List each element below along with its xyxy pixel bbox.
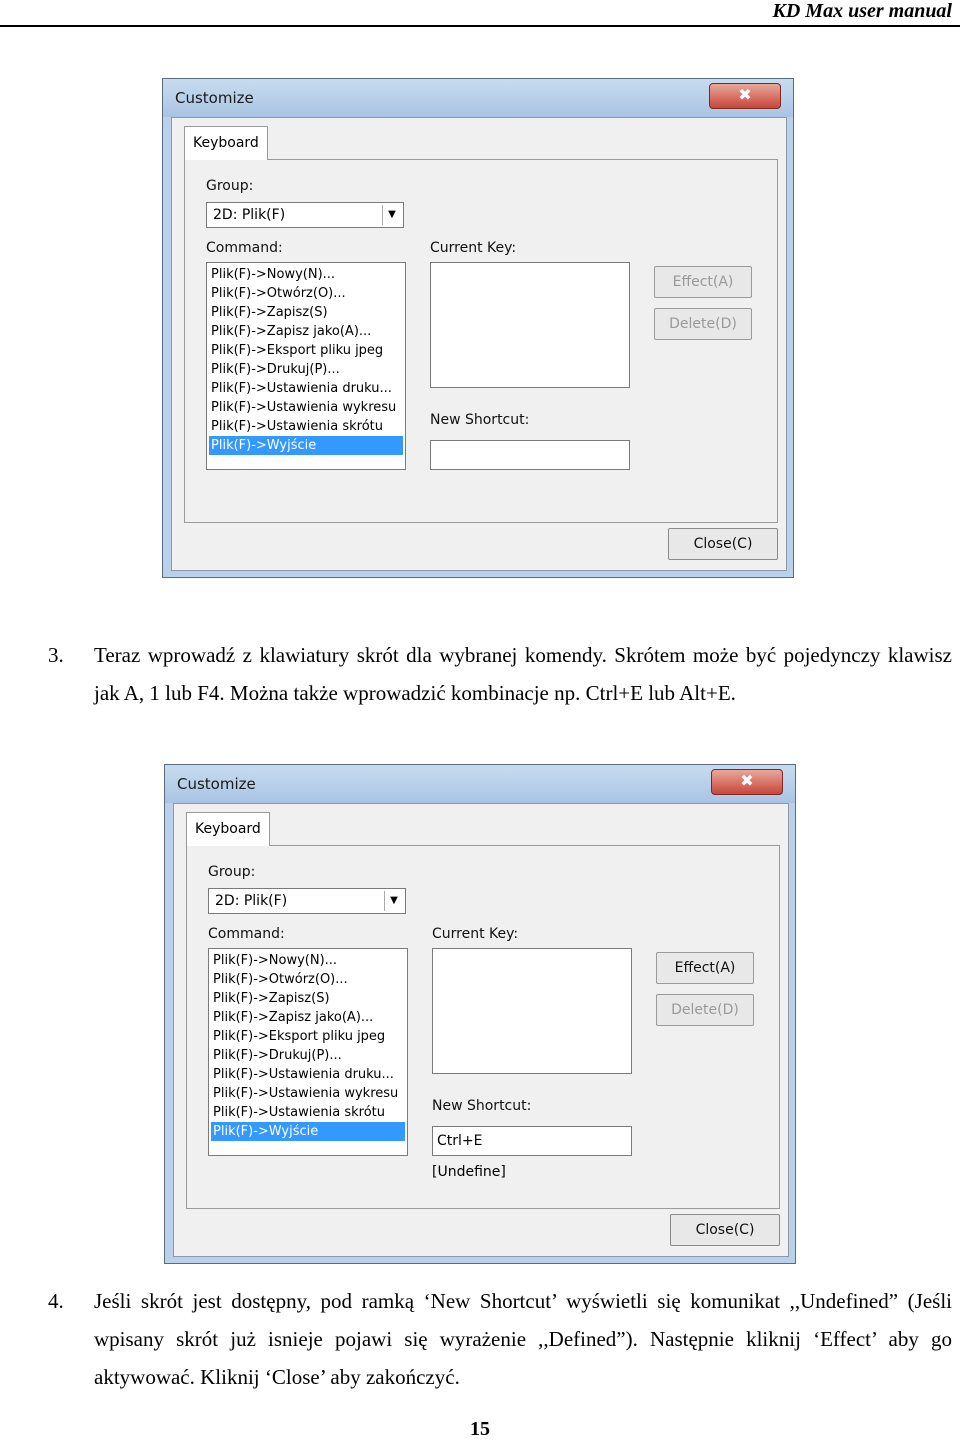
close-button[interactable]: Close(C)	[668, 528, 778, 560]
group-select[interactable]	[208, 888, 406, 914]
effect-button[interactable]: Effect(A)	[656, 952, 754, 984]
chevron-down-icon[interactable]: ▼	[382, 205, 401, 225]
delete-button[interactable]: Delete(D)	[656, 994, 754, 1026]
list-item[interactable]: Plik(F)->Drukuj(P)...	[213, 1048, 342, 1063]
step-number: 3.	[48, 643, 64, 667]
tab-keyboard[interactable]: Keyboard	[186, 812, 270, 846]
dialog-title: Customize	[175, 89, 254, 107]
shortcut-status: [Undefine]	[432, 1164, 506, 1180]
list-item[interactable]: Plik(F)->Wyjście	[209, 436, 403, 455]
chevron-down-icon[interactable]: ▼	[384, 891, 403, 911]
step-text: Jeśli skrót jest dostępny, pod ramką ‘New Shortcut’ wyświetli się komunikat ,,Undefined” (Jeśli wpisany skrót już isnieje pojawi się wyrażenie ,,Defined”). Następnie kliknij ‘Effect’ aby go aktywować. Kliknij ‘Close’ aby zakończyć.	[94, 1289, 952, 1389]
new-shortcut-input[interactable]	[430, 440, 630, 470]
document-header: KD Max user manual	[772, 0, 952, 22]
command-list[interactable]	[208, 948, 408, 1156]
dialog-title: Customize	[177, 775, 256, 793]
dialog-client	[171, 117, 787, 571]
list-item[interactable]: Plik(F)->Drukuj(P)...	[211, 362, 340, 377]
list-item[interactable]: Plik(F)->Ustawienia druku...	[213, 1067, 394, 1082]
title-bar	[165, 765, 795, 803]
group-select[interactable]	[206, 202, 404, 228]
group-select-value: 2D: Plik(F)	[215, 893, 288, 909]
command-label: Command:	[208, 926, 285, 942]
current-key-list[interactable]	[430, 262, 630, 388]
tab-keyboard[interactable]: Keyboard	[184, 126, 268, 160]
customize-dialog-1	[162, 78, 794, 578]
group-label: Group:	[206, 178, 254, 194]
current-key-list[interactable]	[432, 948, 632, 1074]
command-label: Command:	[206, 240, 283, 256]
new-shortcut-label: New Shortcut:	[430, 412, 530, 428]
list-item[interactable]: Plik(F)->Otwórz(O)...	[213, 972, 348, 987]
list-item[interactable]: Plik(F)->Ustawienia wykresu	[213, 1086, 399, 1101]
customize-dialog-2	[164, 764, 796, 1264]
current-key-label: Current Key:	[430, 240, 517, 256]
list-item[interactable]: Plik(F)->Nowy(N)...	[211, 267, 336, 282]
group-label: Group:	[208, 864, 256, 880]
title-bar	[163, 79, 793, 117]
list-item[interactable]: Plik(F)->Zapisz jako(A)...	[211, 324, 372, 339]
step-text: Teraz wprowadź z klawiatury skrót dla wybranej komendy. Skrótem może być pojedynczy klawisz jak A, 1 lub F4. Można także wprowadzić kombinacje np. Ctrl+E lub Alt+E.	[94, 643, 952, 705]
close-icon[interactable]: ✖	[711, 769, 783, 795]
list-item[interactable]: Plik(F)->Ustawienia druku...	[211, 381, 392, 396]
list-item[interactable]: Plik(F)->Eksport pliku jpeg	[213, 1029, 386, 1044]
close-button[interactable]: Close(C)	[670, 1214, 780, 1246]
current-key-label: Current Key:	[432, 926, 519, 942]
new-shortcut-input[interactable]: Ctrl+E	[432, 1126, 632, 1156]
list-item[interactable]: Plik(F)->Zapisz(S)	[213, 991, 330, 1006]
header-rule	[0, 25, 960, 27]
dialog-client	[173, 803, 789, 1257]
new-shortcut-label: New Shortcut:	[432, 1098, 532, 1114]
list-item[interactable]: Plik(F)->Ustawienia skrótu	[213, 1105, 385, 1120]
list-item[interactable]: Plik(F)->Wyjście	[211, 1122, 405, 1141]
list-item[interactable]: Plik(F)->Otwórz(O)...	[211, 286, 346, 301]
list-item[interactable]: Plik(F)->Eksport pliku jpeg	[211, 343, 384, 358]
delete-button[interactable]: Delete(D)	[654, 308, 752, 340]
step-3	[48, 636, 952, 712]
list-item[interactable]: Plik(F)->Ustawienia wykresu	[211, 400, 397, 415]
list-item[interactable]: Plik(F)->Zapisz(S)	[211, 305, 328, 320]
list-item[interactable]: Plik(F)->Zapisz jako(A)...	[213, 1010, 374, 1025]
step-number: 4.	[48, 1289, 64, 1313]
page-number: 15	[470, 1418, 490, 1440]
list-item[interactable]: Plik(F)->Nowy(N)...	[213, 953, 338, 968]
list-item[interactable]: Plik(F)->Ustawienia skrótu	[211, 419, 383, 434]
command-list[interactable]	[206, 262, 406, 470]
group-select-value: 2D: Plik(F)	[213, 207, 286, 223]
close-icon[interactable]: ✖	[709, 83, 781, 109]
effect-button[interactable]: Effect(A)	[654, 266, 752, 298]
step-4	[48, 1282, 952, 1396]
